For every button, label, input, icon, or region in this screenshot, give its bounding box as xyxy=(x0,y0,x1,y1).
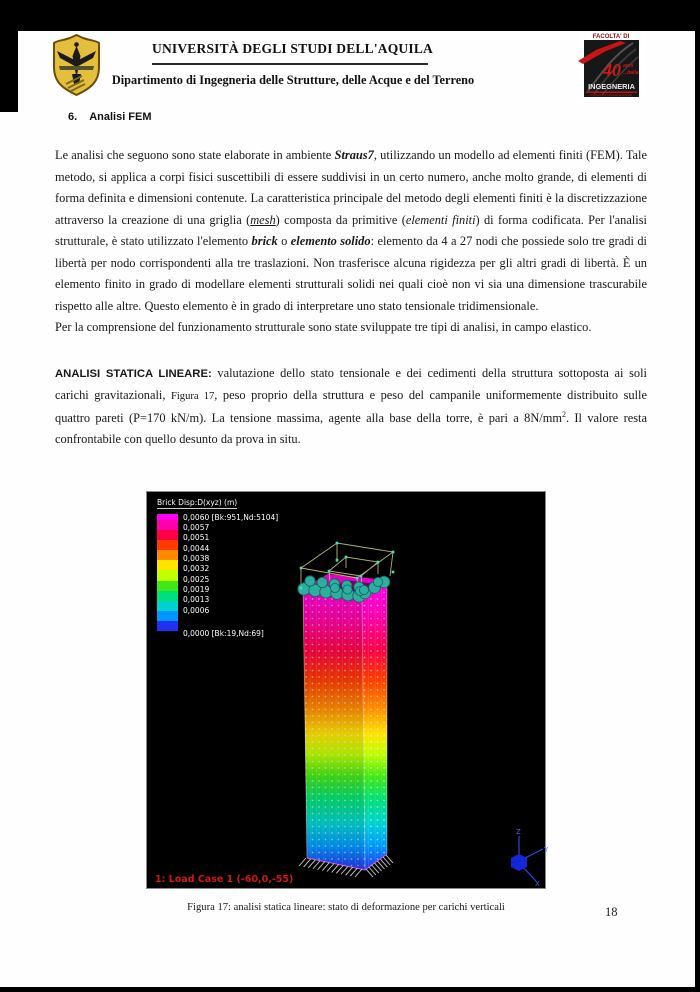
legend-value: 0,0057 xyxy=(183,522,210,532)
p1-brick: brick xyxy=(251,234,278,248)
legend-title: Brick Disp:D(xyz) (m) xyxy=(157,498,238,507)
p1-elemento-solido: elemento solido xyxy=(290,234,371,248)
header-divider xyxy=(152,63,428,65)
colorbar-segment xyxy=(157,530,178,540)
colorbar-segment xyxy=(157,581,178,591)
figure-caption: Figura 17: analisi statica lineare: stato di deformazione per carichi verticali xyxy=(187,902,505,913)
p3-text: valutazione dello stato tensionale e dei cedimenti della struttura sottoposta ai soli carichi gravitazionali, xyxy=(55,365,647,402)
body-paragraph-1 xyxy=(55,145,647,317)
legend-colorbar xyxy=(157,514,178,631)
p3-text: . Il valore resta confrontabile con quello desunto da prova in situ. xyxy=(55,410,647,446)
tower-model xyxy=(298,542,395,877)
legend-value: 0,0051 xyxy=(183,533,210,543)
university-name: UNIVERSITÀ DEGLI STUDI DELL'AQUILA xyxy=(152,41,433,56)
p1-text: : elemento da 4 a 27 nodi che possiede solo tre gradi di libertà per nodo corrispondenti alla tre traslazioni. Non trasferisce alcuna rigidezza per gli altri gradi di libertà. È un elemento finito in grado di modellare elementi strutturali solidi nei quali cioè non vi sia una dimensione trascurabile rispetto alle altre. Questo elemento è in grado di interpretare uno stato tensionale tridimensionale. xyxy=(55,234,647,313)
legend-value: 0,0019 xyxy=(183,584,210,594)
colorbar-segment xyxy=(157,570,178,580)
p1-text: ) composta da primitive ( xyxy=(275,212,406,227)
axis-label-y: Y xyxy=(544,846,549,854)
fem-figure xyxy=(146,491,549,889)
p3-text: , peso proprio della struttura e peso del campanile uniformemente distribuito sulle quattro pareti (P=170 kN/m). La tensione massima, agente alla base della torre, è pari a 8N/mm xyxy=(55,388,647,425)
legend-value: 0,0006 xyxy=(183,605,210,615)
p3-analisi-label: ANALISI STATICA LINEARE: xyxy=(55,367,212,380)
colorbar-segment xyxy=(157,611,178,621)
department-name: Dipartimento di Ingegneria delle Strutture, delle Acque e del Terreno xyxy=(111,73,475,87)
legend-value: 0,0032 xyxy=(183,564,210,574)
section-number: 6. xyxy=(68,111,78,123)
load-case-label: 1: Load Case 1 (-60,0,-55) xyxy=(155,874,294,885)
legend-value: 0,0060 [Bk:951,Nd:5104] xyxy=(183,512,279,522)
p1-text: Le analisi che seguono sono state elaborate in ambiente xyxy=(55,148,335,162)
faculty-logo-anni: anni xyxy=(623,63,634,69)
colorbar-segment xyxy=(157,621,178,631)
legend-value: 0,0044 xyxy=(183,543,210,553)
p1-elementi-finiti: elementi finiti xyxy=(405,212,476,227)
legend-value: 0,0038 xyxy=(183,553,210,563)
p3-figure-reference: Figura 17 xyxy=(170,391,215,402)
section-title: Analisi FEM xyxy=(89,111,152,123)
colorbar-segment xyxy=(157,601,178,611)
faculty-logo-italia: ...Italia xyxy=(623,70,639,76)
body-paragraph-3 xyxy=(55,363,647,451)
colorbar-segment xyxy=(157,550,178,560)
faculty-logo-text-top: FACOLTA' DI xyxy=(592,34,630,40)
faculty-logo-40: 40 xyxy=(603,60,621,80)
colorbar-segment xyxy=(157,591,178,601)
page-number: 18 xyxy=(605,905,618,919)
faculty-logo-name: INGEGNERIA xyxy=(588,82,635,91)
legend-value: 0,0000 [Bk:19,Nd:69] xyxy=(183,629,264,638)
axis-label-x: X xyxy=(535,880,540,888)
colorbar-segment xyxy=(157,560,178,570)
p1-straus7: Straus7 xyxy=(334,148,374,162)
p1-text: ) di forma codificata. Per l'analisi strutturale, è stato utilizzato l'elemento xyxy=(55,212,647,248)
p3-superscript: 2 xyxy=(562,409,566,419)
legend-value: 0,0025 xyxy=(183,574,210,584)
section-heading xyxy=(68,111,152,123)
colorbar-segment xyxy=(157,540,178,550)
axis-triad xyxy=(511,828,549,888)
document-page xyxy=(0,31,695,987)
p1-mesh: mesh xyxy=(250,212,276,227)
colorbar-segment xyxy=(157,520,178,530)
p1-text: , utilizzando un modello ad elementi finiti (FEM). Tale metodo, si applica a corpi fisici suscettibili di essere suddivisi in un certo numero, anche molto grande, di elementi di forma definita e dimensioni contenute. La caratteristica principale del metodo degli elementi finiti è la discretizzazione attraverso la creazione di una griglia ( xyxy=(55,148,647,227)
axis-label-z: Z xyxy=(516,828,521,836)
faculty-logo xyxy=(578,31,645,101)
body-text xyxy=(55,145,647,451)
body-paragraph-2: Per la comprensione del funzionamento strutturale sono state sviluppate tre tipi di analisi, in campo elastico. xyxy=(55,320,592,334)
p1-text: o xyxy=(277,234,291,248)
scan-border-artifact xyxy=(0,0,18,112)
legend-value: 0,0013 xyxy=(183,595,210,605)
